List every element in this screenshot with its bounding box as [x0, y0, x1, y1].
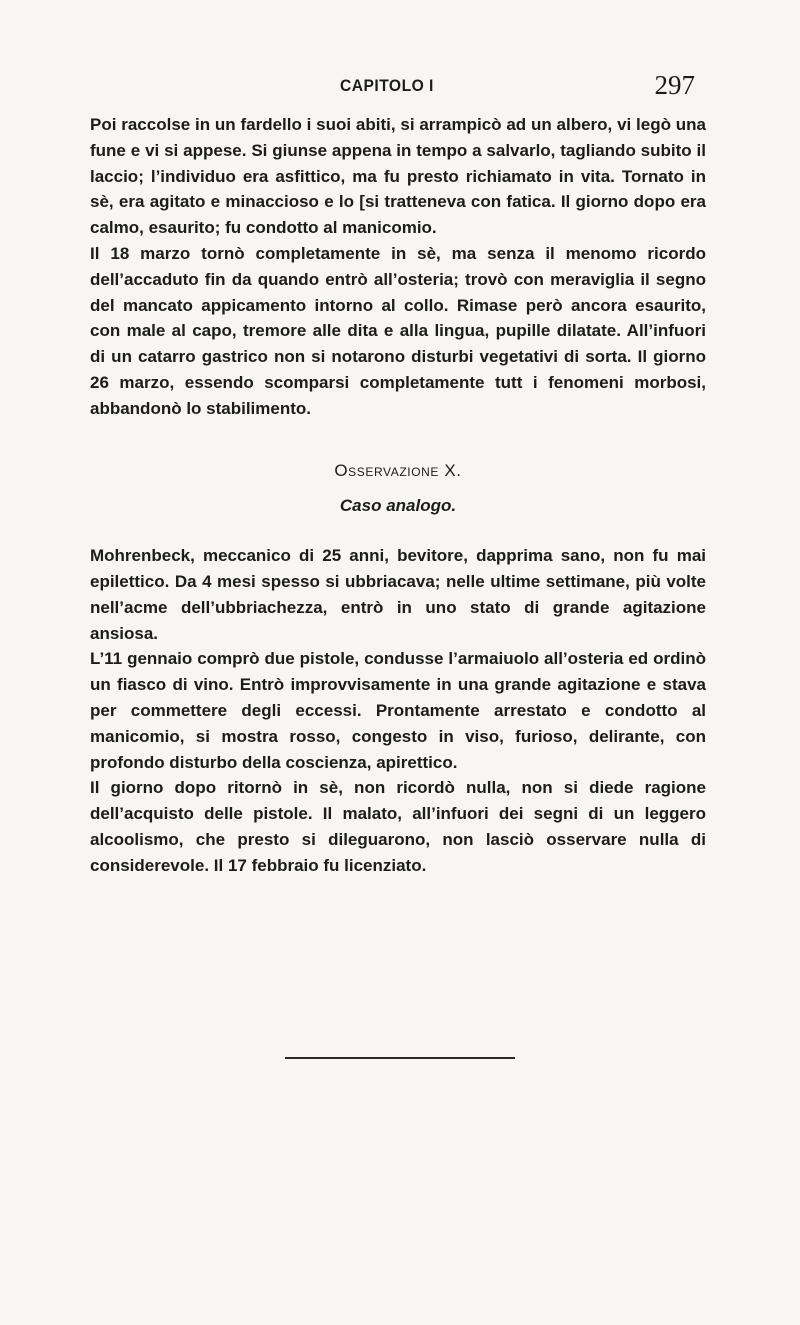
- paragraph: Il giorno dopo ritornò in sè, non ricordò nulla, non si diede ragione dell’acquisto delle pistole. Il malato, all’infuori dei segni di un leggero alcoolismo, che presto si dileguarono, non lasciò osservare nulla di considerevole. Il 17 febbraio fu licenziato.: [90, 778, 706, 875]
- paragraph: Mohrenbeck, meccanico di 25 anni, bevitore, dapprima sano, non fu mai epilettico. Da 4 mesi spesso si ubbriacava; nelle ultime settimane, più volte nell’acme dell’ubbriachezza, entrò in uno stato di grande agitazione ansiosa.: [90, 546, 706, 643]
- body-text: [90, 112, 706, 879]
- paragraph: Poi raccolse in un fardello i suoi abiti, si arrampicò ad un albero, vi legò una fune e vi si appese. Si giunse appena in tempo a salvarlo, tagliando subito il laccio; l’individuo era asfittico, ma fu presto richiamato in vita. Tornato in sè, era agitato e minaccioso e lo [si tratteneva con fatica. Il giorno dopo era calmo, esaurito; fu condotto al manicomio.: [90, 115, 706, 238]
- page-number: 297: [654, 70, 695, 100]
- section-subheading: Caso analogo.: [339, 496, 457, 516]
- page-header: [100, 70, 695, 106]
- horizontal-rule: [285, 1057, 515, 1059]
- section-heading: [90, 458, 706, 484]
- paragraph: Il 18 marzo tornò completamente in sè, ma senza il menomo ricordo dell’accaduto fin da quando entrò all’osteria; trovò con meraviglia il segno del mancato appicamento intorno al collo. Rimase però ancora esaurito, con male al capo, tremore alle dita e alla lingua, pupille dilatate. All’infuori di un catarro gastrico non si notarono disturbi vegetativi di sorta. Il giorno 26 marzo, essendo scomparsi completamente tutt i fenomeni morbosi, abbandonò lo stabilimento.: [90, 243, 706, 418]
- paragraph: L’11 gennaio comprò due pistole, condusse l’armaiuolo all’osteria ed ordinò un fiasco di vino. Entrò improvvisamente in una grande agitazione e stava per commettere degli eccessi. Prontamente arrestato e condotto al manicomio, si mostra rosso, congesto in viso, furioso, delirante, con profondo disturbo della coscienza, apirettico.: [90, 649, 706, 772]
- chapter-title: CAPITOLO I: [340, 76, 434, 95]
- section-heading-text: Osservazione X.: [334, 460, 462, 480]
